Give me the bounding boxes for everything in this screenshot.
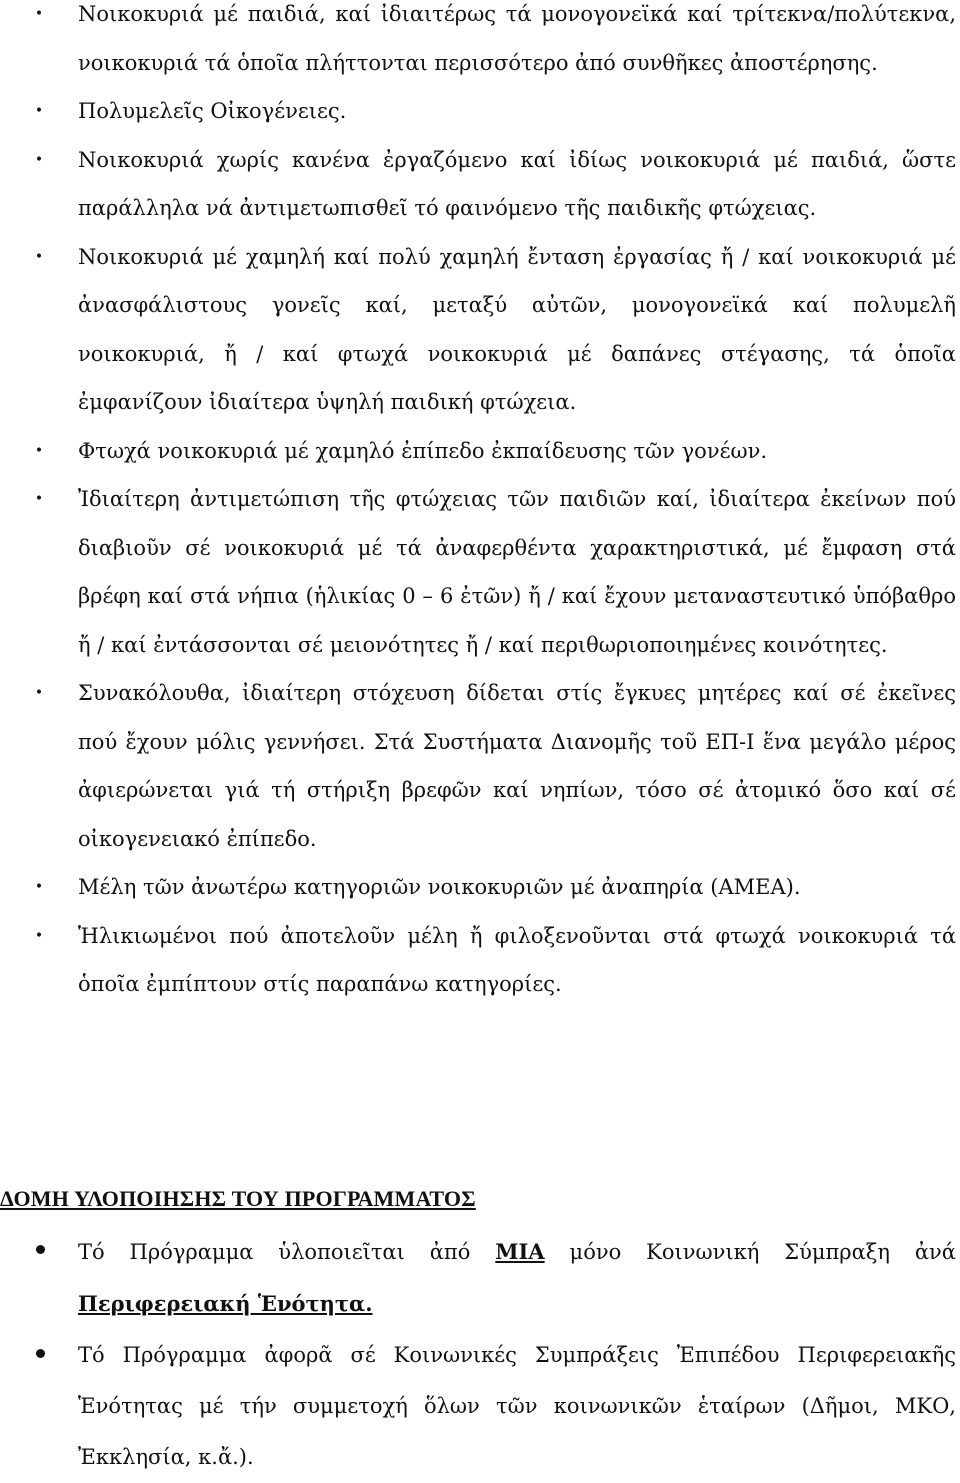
bullet-icon	[36, 1245, 45, 1254]
bullet-icon: •	[34, 879, 44, 895]
list-item-text: Συνακόλουθα, ἰδιαίτερη στόχευση δίδεται στίς ἔγκυες μητέρες καί σέ ἐκεῖνες πού ἔχουν μόλις γεννήσει. Στά Συστήματα Διανομῆς τοῦ ΕΠ-Ι ἕνα μεγάλο μέρος ἀφιερώνεται γιά τή στήριξη βρεφῶν καί νηπίων, τόσο σέ ἀτομικό ὅσο καί σέ οἰκογενειακό ἐπίπεδο.	[78, 681, 956, 851]
section-heading: ΔΟΜΗ ΥΛΟΠΟΙΗΣΗΣ ΤΟΥ ΠΡΟΓΡΑΜΜΑΤΟΣ	[0, 1186, 476, 1211]
bullet-icon: •	[34, 248, 44, 265]
list-item	[0, 233, 960, 427]
bullet-icon: •	[34, 491, 44, 507]
list-item	[0, 0, 960, 87]
list-item-text: Ἡλικιωμένοι πού ἀποτελοῦν μέλη ἤ φιλοξενοῦνται στά φτωχά νοικοκυριά τά ὁποῖα ἐμπίπτουν στίς παραπάνω κατηγορίες.	[78, 923, 956, 996]
list-item	[0, 669, 960, 863]
list-item	[0, 912, 960, 1009]
list-item-text: Νοικοκυριά μέ χαμηλή καί πολύ χαμηλή ἔνταση ἐργασίας ἤ / καί νοικοκυριά μέ ἀνασφάλιστους γονεῖς καί, μεταξύ αὐτῶν, μονογονεϊκά καί πολυμελῆ νοικοκυριά, ἤ / καί φτωχά νοικοκυριά μέ δαπάνες στέγασης, τά ὁποῖα ἐμφανίζουν ἰδιαίτερα ὑψηλή παιδική φτώχεια.	[78, 244, 956, 414]
bullet-icon: •	[34, 151, 44, 168]
list-item-text: Πολυμελεῖς Οἰκογένειες.	[78, 99, 347, 123]
list-item	[0, 863, 960, 912]
list-item-text: Ἰδιαίτερη ἀντιμετώπιση τῆς φτώχειας τῶν παιδιῶν καί, ἰδιαίτερα ἐκείνων πού διαβιοῦν σέ νοικοκυριά μέ τά ἀναφερθέντα χαρακτηριστικά, μέ ἔμφαση στά βρέφη καί στά νήπια (ἡλικίας 0 – 6 ἐτῶν) ἤ / καί ἔχουν μεταναστευτικό ὑπόβαθρο ἤ / καί ἐντάσσονται σέ μειονότητες ἤ / καί περιθωριοποιημένες κοινότητες.	[78, 487, 956, 657]
bullet-icon: •	[34, 442, 44, 459]
list-item	[0, 427, 960, 476]
list-item	[0, 1330, 960, 1483]
text-segment: μόνο Κοινωνική Σύμπραξη ἀνά	[544, 1240, 956, 1264]
list-item-text	[78, 1240, 956, 1316]
bullet-icon: •	[34, 6, 44, 22]
bullet-icon: •	[34, 685, 44, 701]
bullet-icon: •	[34, 927, 44, 944]
list-item-text: Νοικοκυριά χωρίς κανένα ἐργαζόμενο καί ἰδίως νοικοκυριά μέ παιδιά, ὥστε παράλληλα νά ἀντιμετωπισθεῖ τό φαινόμενο τῆς παιδικῆς φτώχειας.	[78, 147, 956, 220]
list-item	[0, 475, 960, 669]
list-item-text: Μέλη τῶν ἀνωτέρω κατηγοριῶν νοικοκυριῶν μέ ἀναπηρία (ΑΜΕΑ).	[78, 875, 801, 899]
list-item-text: Τό Πρόγραμμα ἀφορᾶ σέ Κοινωνικές Συμπράξεις Ἐπιπέδου Περιφερειακῆς Ἑνότητας μέ τήν συμμετοχή ὅλων τῶν κοινωνικῶν ἑταίρων (Δῆμοι, ΜΚΟ, Ἐκκλησία, κ.ἄ.).	[78, 1343, 956, 1469]
list-item-text: Φτωχά νοικοκυριά μέ χαμηλό ἐπίπεδο ἐκπαίδευσης τῶν γονέων.	[78, 438, 768, 463]
text-segment: Τό Πρόγραμμα ὑλοποιεῖται ἀπό	[78, 1240, 496, 1264]
list-item	[0, 87, 960, 136]
bullet-icon	[36, 1349, 45, 1358]
emphasis-regional-unit: Περιφερειακή Ἑνότητα.	[78, 1291, 373, 1316]
emphasis-one: ΜΙΑ	[495, 1239, 545, 1264]
list-item-text: Νοικοκυριά μέ παιδιά, καί ἰδιαιτέρως τά μονογονεϊκά καί τρίτεκνα/πολύτεκνα, νοικοκυριά τά ὁποῖα πλήττονται περισσότερο ἀπό συνθῆκες ἀποστέρησης.	[78, 2, 956, 75]
program-structure-list	[0, 1226, 960, 1483]
bullet-icon: •	[34, 103, 44, 119]
list-item	[0, 136, 960, 233]
list-item	[0, 1226, 960, 1330]
